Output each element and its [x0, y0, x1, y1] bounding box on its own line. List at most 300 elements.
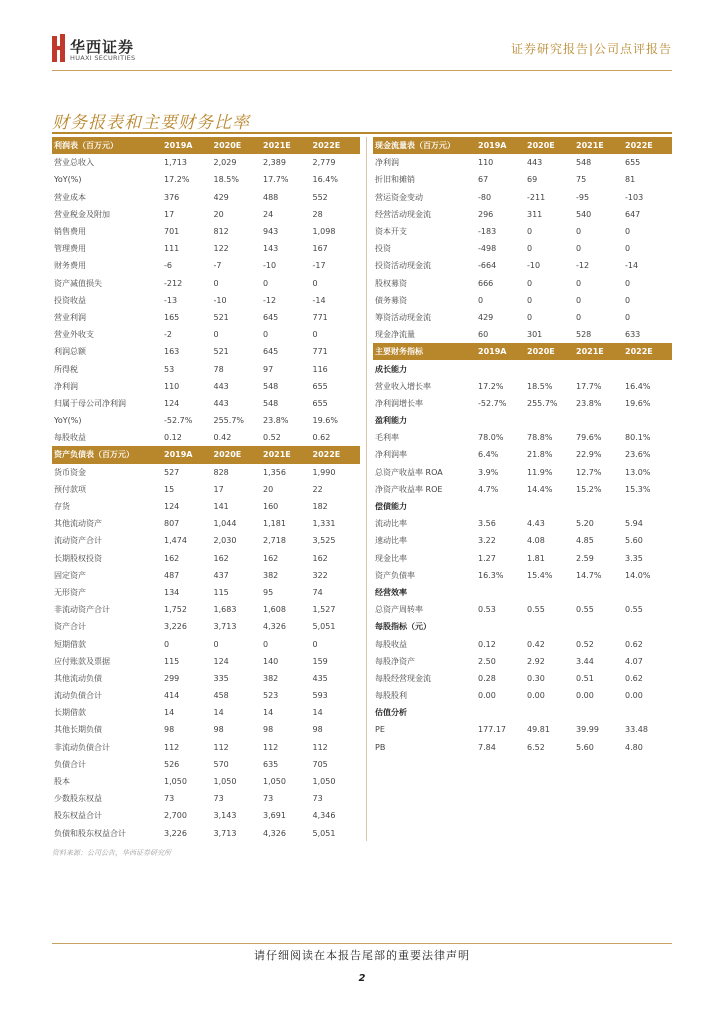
cell-value: 17.2%: [164, 175, 190, 185]
cell-value: 1.81: [527, 553, 545, 563]
cell-value: 655: [312, 381, 328, 391]
cell-value: [525, 412, 574, 429]
cell-value: 1,990: [312, 467, 336, 477]
cell-value: 20: [263, 484, 274, 494]
cell-value: 14: [213, 708, 224, 718]
cell-value: 39.99: [576, 725, 599, 735]
cell-value: 0: [527, 244, 533, 254]
cell-value: [623, 704, 672, 721]
row-label: 资产负债表（百万元）: [52, 446, 162, 463]
cell-value: 0: [576, 278, 582, 288]
cell-value: 2,029: [213, 158, 237, 168]
table-row: [373, 635, 672, 652]
row-label: 盈利能力: [375, 416, 407, 426]
cell-value: [574, 618, 623, 635]
cell-value: 2019A: [476, 137, 525, 154]
cell-value: 322: [312, 570, 328, 580]
table-header-row: [373, 137, 672, 154]
cell-value: 2,779: [312, 158, 336, 168]
cell-value: 0.42: [527, 639, 545, 649]
cell-value: 24: [263, 209, 274, 219]
row-label: 资产合计: [54, 622, 86, 632]
table-row: [373, 189, 672, 206]
cell-value: 15.3%: [625, 484, 651, 494]
cell-value: 0: [263, 639, 269, 649]
table-row: [373, 171, 672, 188]
cell-value: -2: [164, 330, 172, 340]
cell-value: 17: [164, 209, 175, 219]
cell-value: 3.22: [478, 536, 496, 546]
cell-value: 2022E: [623, 137, 672, 154]
cell-value: 526: [164, 759, 180, 769]
cell-value: 140: [263, 656, 279, 666]
cell-value: [476, 498, 525, 515]
table-row: [52, 601, 360, 618]
row-label: 每股股利: [375, 691, 407, 701]
row-label: 营业总收入: [54, 158, 94, 168]
table-row: [373, 653, 672, 670]
cell-value: 112: [312, 742, 328, 752]
cell-value: 0.62: [625, 639, 643, 649]
table-row: [52, 275, 360, 292]
row-label: 经营活动现金流: [375, 209, 431, 219]
cell-value: 3,713: [213, 828, 237, 838]
cell-value: 0: [263, 330, 269, 340]
row-label: 股权募资: [375, 278, 407, 288]
table-row: [52, 171, 360, 188]
cell-value: 4,326: [263, 622, 286, 632]
cell-value: 0.30: [527, 673, 545, 683]
cell-value: 15.4%: [527, 570, 553, 580]
table-row: [52, 481, 360, 498]
cell-value: 162: [164, 553, 180, 563]
cell-value: [574, 360, 623, 377]
table-row: [373, 670, 672, 687]
table-row: [52, 498, 360, 515]
cell-value: 488: [263, 192, 279, 202]
table-row: [52, 825, 360, 842]
row-label: 经营效率: [375, 587, 407, 597]
cell-value: -52.7%: [164, 416, 193, 426]
table-row: [52, 309, 360, 326]
row-label: 资产减值损失: [54, 278, 102, 288]
cell-value: 14.4%: [527, 484, 553, 494]
cell-value: 311: [527, 209, 543, 219]
cell-value: 376: [164, 192, 180, 202]
cell-value: 255.7%: [213, 416, 245, 426]
row-label: 毛利率: [375, 433, 399, 443]
cell-value: 0.62: [625, 673, 643, 683]
table-row: [52, 790, 360, 807]
cell-value: 593: [312, 691, 328, 701]
row-label: 成长能力: [375, 364, 407, 374]
cell-value: -10: [527, 261, 541, 271]
cell-value: [525, 584, 574, 601]
cell-value: 0: [527, 312, 533, 322]
row-label: 债务募资: [375, 295, 407, 305]
table-subheader-row: [373, 360, 672, 377]
table-subheader-row: [373, 704, 672, 721]
cell-value: [623, 498, 672, 515]
row-label: 管理费用: [54, 244, 86, 254]
cell-value: 69: [527, 175, 538, 185]
cell-value: 78.8%: [527, 433, 553, 443]
cell-value: 1,527: [312, 605, 336, 615]
table-row: [373, 532, 672, 549]
source-note: 资料来源：公司公告，华西证券研究所: [52, 849, 171, 857]
row-label: 非流动负债合计: [54, 742, 110, 752]
cell-value: 3,143: [213, 811, 237, 821]
row-label: 现金流量表（百万元）: [373, 137, 476, 154]
row-label: 应付账款及票据: [54, 656, 110, 666]
cell-value: 645: [263, 347, 279, 357]
cell-value: 2021E: [574, 137, 623, 154]
cell-value: 635: [263, 759, 279, 769]
row-label: 资本开支: [375, 227, 407, 237]
cell-value: [574, 584, 623, 601]
table-row: [373, 721, 672, 738]
cell-value: 540: [576, 209, 592, 219]
cell-value: 3,713: [213, 622, 237, 632]
cell-value: 165: [164, 312, 180, 322]
cell-value: 14: [164, 708, 175, 718]
row-label: 营业税金及附加: [54, 209, 110, 219]
cell-value: 60: [478, 330, 489, 340]
row-label: 其他流动负债: [54, 673, 102, 683]
cell-value: 0: [527, 227, 533, 237]
row-label: 固定资产: [54, 570, 86, 580]
cell-value: 4.43: [527, 519, 545, 529]
row-label: 营业利润: [54, 312, 86, 322]
cell-value: 115: [213, 587, 229, 597]
cell-value: 16.4%: [312, 175, 338, 185]
cell-value: 5.60: [625, 536, 643, 546]
row-label: 总资产周转率: [375, 605, 423, 615]
cell-value: 143: [263, 244, 279, 254]
cell-value: 4.7%: [478, 484, 499, 494]
cell-value: 0.52: [576, 639, 594, 649]
table-row: [52, 687, 360, 704]
row-label: 所得税: [54, 364, 78, 374]
cell-value: 1,098: [312, 227, 336, 237]
cell-value: 2,700: [164, 811, 187, 821]
table-row: [52, 240, 360, 257]
cell-value: 0.28: [478, 673, 496, 683]
cell-value: 1,608: [263, 605, 286, 615]
cell-value: 429: [213, 192, 229, 202]
cell-value: -10: [263, 261, 277, 271]
cell-value: 5.60: [576, 742, 594, 752]
cell-value: 3.44: [576, 656, 594, 666]
cell-value: 21.8%: [527, 450, 553, 460]
row-label: YoY(%): [54, 416, 82, 426]
cell-value: 6.52: [527, 742, 545, 752]
row-label: 销售费用: [54, 227, 86, 237]
cell-value: 73: [213, 794, 224, 804]
table-row: [373, 206, 672, 223]
cell-value: -80: [478, 192, 492, 202]
cell-value: 17.2%: [478, 381, 504, 391]
cell-value: 0: [164, 639, 170, 649]
cell-value: 122: [213, 244, 229, 254]
cell-value: 414: [164, 691, 180, 701]
table-row: [52, 567, 360, 584]
cell-value: 2020E: [212, 446, 262, 463]
row-label: 每股指标（元）: [375, 622, 431, 632]
cell-value: 3.9%: [478, 467, 499, 477]
row-label: 短期借款: [54, 639, 86, 649]
cell-value: 3,525: [312, 536, 336, 546]
cell-value: 19.6%: [312, 416, 338, 426]
table-subheader-row: [373, 618, 672, 635]
cell-value: 95: [263, 587, 274, 597]
row-label: 净利润: [54, 381, 78, 391]
cell-value: 4.80: [625, 742, 643, 752]
row-label: 归属于母公司净利润: [54, 398, 126, 408]
cell-value: 49.81: [527, 725, 550, 735]
cell-value: 0: [478, 295, 484, 305]
cell-value: 943: [263, 227, 279, 237]
row-label: 主要财务指标: [373, 343, 476, 360]
row-label: PB: [375, 742, 386, 752]
cell-value: 3,226: [164, 622, 187, 632]
cell-value: 1,474: [164, 536, 187, 546]
table-row: [373, 326, 672, 343]
row-label: 投资收益: [54, 295, 86, 305]
table-row: [52, 807, 360, 824]
cell-value: 22: [312, 484, 323, 494]
cell-value: 28: [312, 209, 323, 219]
table-row: [52, 721, 360, 738]
row-label: 营业外收支: [54, 330, 94, 340]
cell-value: 134: [164, 587, 180, 597]
cell-value: -95: [576, 192, 590, 202]
cell-value: 0: [312, 639, 318, 649]
row-label: 存货: [54, 502, 70, 512]
cell-value: 1,050: [263, 777, 286, 787]
row-label: 投资活动现金流: [375, 261, 431, 271]
cell-value: 429: [478, 312, 494, 322]
row-label: 营业成本: [54, 192, 86, 202]
cell-value: 14: [312, 708, 323, 718]
cell-value: 255.7%: [527, 398, 558, 408]
cell-value: 0: [312, 330, 318, 340]
cell-value: 2019A: [162, 137, 212, 154]
cell-value: 521: [213, 312, 229, 322]
cell-value: 1,050: [312, 777, 336, 787]
row-label: 非流动资产合计: [54, 605, 110, 615]
legal-notice: 请仔细阅读在本报告尾部的重要法律声明: [254, 949, 470, 962]
cell-value: 110: [478, 158, 494, 168]
cell-value: 6.4%: [478, 450, 499, 460]
table-row: [373, 550, 672, 567]
cell-value: 647: [625, 209, 641, 219]
cell-value: 705: [312, 759, 328, 769]
table-row: [52, 635, 360, 652]
cell-value: 4.08: [527, 536, 545, 546]
table-row: [373, 223, 672, 240]
row-label: PE: [375, 725, 385, 735]
row-label: 其他长期负债: [54, 725, 102, 735]
cell-value: 112: [263, 742, 279, 752]
cell-value: [574, 412, 623, 429]
cell-value: 162: [213, 553, 229, 563]
cell-value: 548: [576, 158, 592, 168]
cell-value: 5,051: [312, 622, 336, 632]
cell-value: 0.51: [576, 673, 594, 683]
cell-value: 81: [625, 175, 636, 185]
cell-value: 124: [164, 502, 180, 512]
cell-value: 53: [164, 364, 175, 374]
cell-value: [623, 412, 672, 429]
table-row: [52, 515, 360, 532]
cell-value: 98: [312, 725, 323, 735]
cell-value: 73: [312, 794, 323, 804]
cell-value: 807: [164, 519, 180, 529]
cell-value: 458: [213, 691, 229, 701]
table-row: [52, 257, 360, 274]
cell-value: 15: [164, 484, 175, 494]
table-row: [52, 756, 360, 773]
row-label: 无形资产: [54, 587, 86, 597]
cell-value: -212: [164, 278, 183, 288]
cell-value: 97: [263, 364, 274, 374]
cell-value: 655: [625, 158, 641, 168]
cell-value: 0: [527, 295, 533, 305]
table-row: [373, 687, 672, 704]
table-row: [52, 360, 360, 377]
cell-value: 15.2%: [576, 484, 602, 494]
cell-value: 437: [213, 570, 229, 580]
cell-value: 17.7%: [576, 381, 602, 391]
cell-value: 5.20: [576, 519, 594, 529]
row-label: 估值分析: [375, 708, 407, 718]
cell-value: 98: [164, 725, 175, 735]
cell-value: 14.7%: [576, 570, 602, 580]
table-row: [373, 429, 672, 446]
cell-value: 18.5%: [213, 175, 239, 185]
cell-value: [476, 360, 525, 377]
cell-value: 0: [625, 227, 631, 237]
cell-value: -103: [625, 192, 644, 202]
cell-value: 162: [263, 553, 279, 563]
row-label: 流动资产合计: [54, 536, 102, 546]
cell-value: 20: [213, 209, 224, 219]
table-row: [52, 343, 360, 360]
cell-value: 1,331: [312, 519, 336, 529]
cell-value: 17: [213, 484, 224, 494]
row-label: 流动负债合计: [54, 691, 102, 701]
cell-value: 112: [164, 742, 180, 752]
cell-value: 570: [213, 759, 229, 769]
cashflow-ratio-table: [373, 137, 672, 756]
table-row: [52, 206, 360, 223]
cell-value: 443: [213, 381, 229, 391]
cell-value: 3,691: [263, 811, 286, 821]
cell-value: 0: [625, 295, 631, 305]
cell-value: 3.35: [625, 553, 643, 563]
row-label: 速动比率: [375, 536, 407, 546]
cell-value: 2020E: [525, 137, 574, 154]
cell-value: 75: [576, 175, 587, 185]
cell-value: 80.1%: [625, 433, 651, 443]
table-row: [52, 532, 360, 549]
cell-value: 0.00: [625, 691, 643, 701]
cell-value: 1,683: [213, 605, 237, 615]
cell-value: 771: [312, 347, 328, 357]
cell-value: 0.55: [527, 605, 545, 615]
table-row: [52, 550, 360, 567]
row-label: 折旧和摊销: [375, 175, 415, 185]
row-label: 利润表（百万元）: [52, 137, 162, 154]
row-label: 负债合计: [54, 759, 86, 769]
cell-value: 382: [263, 570, 279, 580]
cell-value: 79.6%: [576, 433, 602, 443]
cell-value: 160: [263, 502, 279, 512]
row-label: 每股经营现金流: [375, 673, 431, 683]
table-row: [373, 275, 672, 292]
cell-value: -14: [312, 295, 326, 305]
cell-value: 0: [576, 244, 582, 254]
cell-value: 548: [263, 398, 279, 408]
table-row: [52, 326, 360, 343]
cell-value: 141: [213, 502, 229, 512]
row-label: 负债和股东权益合计: [54, 828, 126, 838]
table-row: [373, 257, 672, 274]
cell-value: 0.42: [213, 433, 232, 443]
cell-value: 0: [625, 312, 631, 322]
row-label: 每股收益: [375, 639, 407, 649]
table-header-row: [52, 137, 360, 154]
footer-divider: [52, 943, 672, 944]
row-label: 长期借款: [54, 708, 86, 718]
cell-value: 0: [625, 244, 631, 254]
cell-value: 12.7%: [576, 467, 602, 477]
table-row: [373, 240, 672, 257]
row-label: 股东权益合计: [54, 811, 102, 821]
cell-value: 0.12: [164, 433, 182, 443]
cell-value: 2,030: [213, 536, 237, 546]
row-label: 总资产收益率 ROA: [375, 467, 443, 477]
cell-value: 443: [213, 398, 229, 408]
cell-value: 0.00: [576, 691, 594, 701]
cell-value: 0: [213, 639, 219, 649]
row-label: 股本: [54, 777, 70, 787]
table-header-row: [52, 446, 360, 463]
row-label: 投资: [375, 244, 391, 254]
cell-value: 4.07: [625, 656, 643, 666]
cell-value: 2022E: [623, 343, 672, 360]
cell-value: 435: [312, 673, 328, 683]
cell-value: [476, 412, 525, 429]
cell-value: 1,044: [213, 519, 237, 529]
row-label: 净利润增长率: [375, 398, 423, 408]
cell-value: [574, 498, 623, 515]
cell-value: 5.94: [625, 519, 643, 529]
cell-value: 4,326: [263, 828, 286, 838]
cell-value: 23.8%: [576, 398, 602, 408]
row-label: 净资产收益率 ROE: [375, 484, 443, 494]
cell-value: 23.6%: [625, 450, 651, 460]
right-table-body: [373, 137, 672, 756]
cell-value: 771: [312, 312, 328, 322]
cell-value: 182: [312, 502, 328, 512]
cell-value: 167: [312, 244, 328, 254]
table-row: [52, 429, 360, 446]
cell-value: 2019A: [476, 343, 525, 360]
cell-value: 14: [263, 708, 274, 718]
row-label: 财务费用: [54, 261, 86, 271]
